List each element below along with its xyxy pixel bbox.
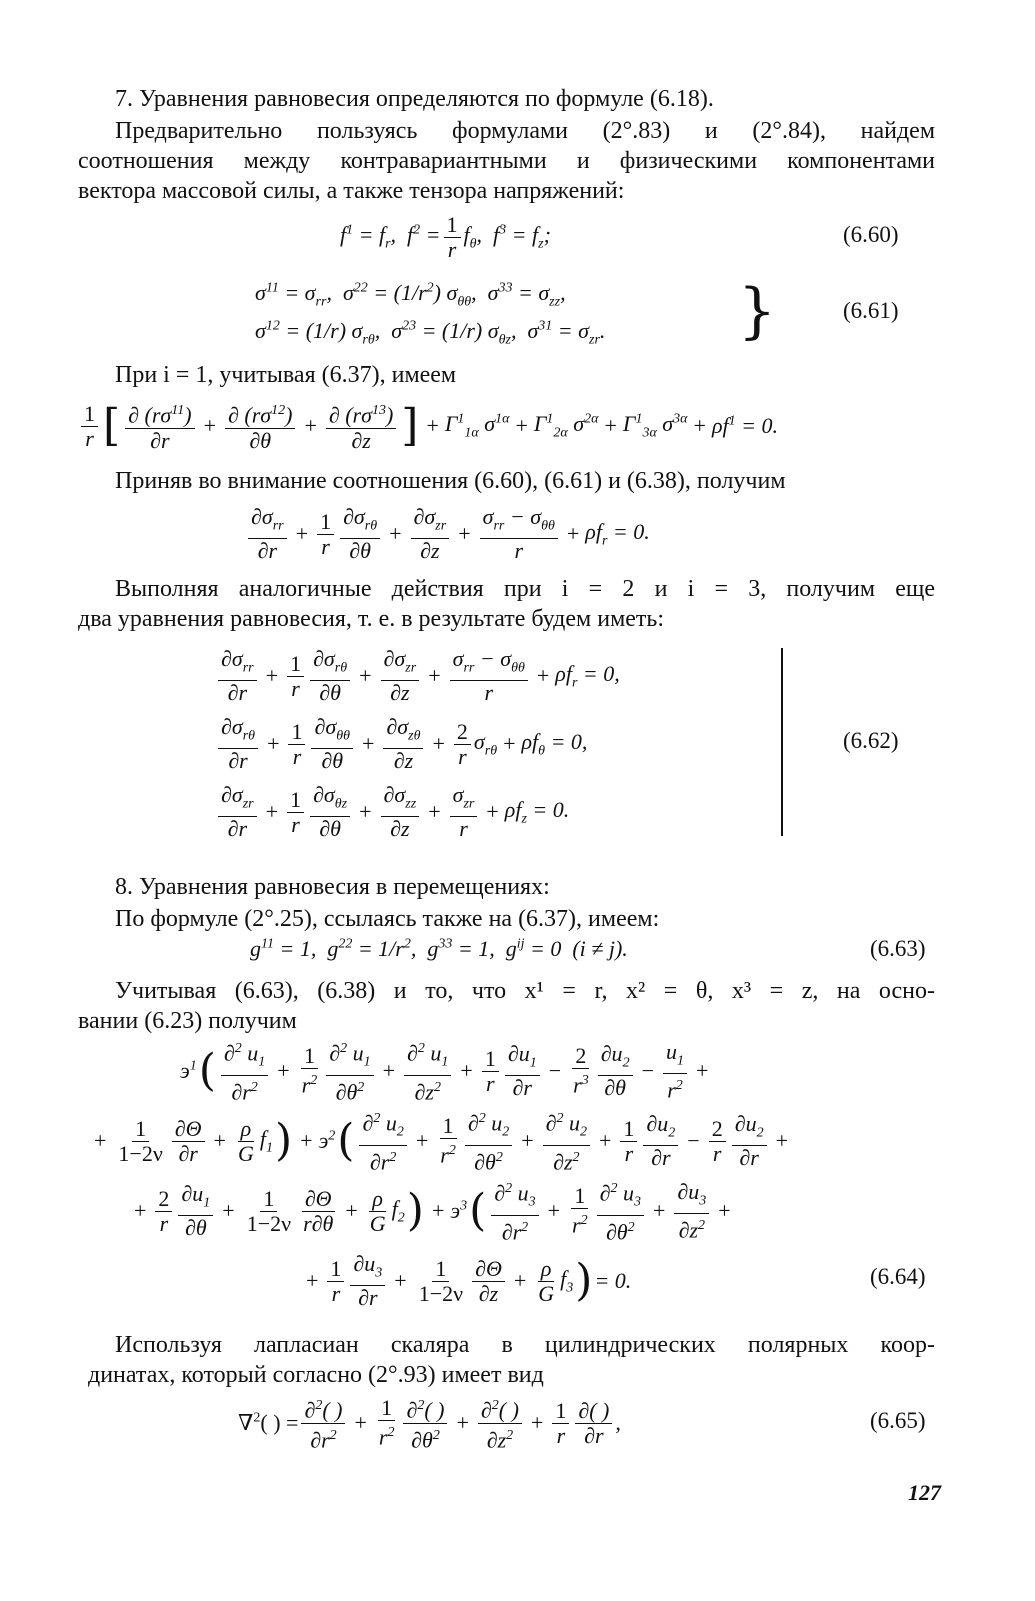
- equation-6-61-line2: $\sigma^{12} = (1/r)$ $\sigma_{r\theta}$, $\sigma^{23} = (1/r)$ $\sigma_{\theta z}$, $\sigma^{31} = \sigma_{zr}$.: [255, 317, 606, 348]
- equation-6-65: ∇$^2$( ) = $\frac{\partial^2( )}{\partial r^2}$ + $\frac{1}{r^2}$ $\frac{\partial^2( )}{\partial\theta^2}$ + $\frac{\partial^2( )}{\partial z^2}$ + $\frac{1}{r}$ $\frac{\partial( )}{\partial r}$ ,: [238, 1395, 621, 1452]
- paragraph-line: соотношения между контравариантными и физическими компонентами: [78, 148, 935, 174]
- equation-6-62-line2: $\frac{\partial\sigma_{r\theta}}{\partial r}$ + $\frac{1}{r}$ $\frac{\partial\sigma_{\theta\theta}}{\partial\theta}$ + $\frac{\partial\sigma_{z\theta}}{\partial z}$ + $\frac{2}{r}$ $\sigma_{r\theta}$ + $\rho f_\theta = 0$,: [215, 714, 587, 774]
- equation-6-61-line1: $\sigma^{11} = \sigma_{rr}$, $\sigma^{22} = (1/r^2)$ $\sigma_{\theta\theta}$, $\sigma^{33} = \sigma_{zz}$,: [255, 279, 566, 310]
- equation-number: (6.64): [870, 1264, 926, 1289]
- paragraph-line: динатах, который согласно (2°.93) имеет вид: [88, 1362, 544, 1388]
- paragraph-line: При i = 1, учитывая (6.37), имеем: [115, 362, 457, 388]
- equation-radial: $\frac{\partial\sigma_{rr}}{\partial r}$ + $\frac{1}{r}$ $\frac{\partial\sigma_{r\theta}}{\partial\theta}$ + $\frac{\partial\sigma_{zr}}{\partial z}$ + $\frac{\sigma_{rr} - \sigma_{\theta\theta}}{r}$ + $\rho f_r = 0$.: [245, 504, 650, 564]
- equation-number: (6.60): [843, 222, 899, 247]
- equation-6-64-line4: + $\frac{1}{r}$ $\frac{\partial u_3}{\partial r}$ + $\frac{1}{1-2\nu}$ $\frac{\partial\Theta}{\partial z}$ + $\frac{\rho}{G}$ $f_3$ ) = 0.: [306, 1250, 632, 1311]
- paragraph-line: Выполняя аналогичные действия при i = 2 и i = 3, получим еще: [115, 576, 935, 602]
- paragraph-line: Приняв во внимание соотношения (6.60), (6.61) и (6.38), получим: [115, 468, 786, 494]
- paragraph-line: вании (6.23) получим: [78, 1008, 297, 1034]
- paragraph-line: Используя лапласиан скаляра в цилиндрических полярных коор-: [115, 1332, 935, 1358]
- equation-number: (6.65): [870, 1408, 926, 1433]
- paragraph-7-heading: 7. Уравнения равновесия определяются по формуле (6.18).: [115, 86, 714, 112]
- paragraph-line: вектора массовой силы, а также тензора напряжений:: [78, 178, 625, 204]
- equation-6-64-line1: $э^1$ ( $\frac{\partial^2 u_1}{\partial r^2}$ + $\frac{1}{r^2}$ $\frac{\partial^2 u_1}{\partial\theta^2}$ + $\frac{\partial^2 u_1}{\partial z^2}$ + $\frac{1}{r}$ $\frac{\partial u_1}{\partial r}$ − $\frac{2}{r^3}$ $\frac{\partial u_2}{\partial\theta}$ − $\frac{u_1}{r^2}$ +: [180, 1038, 709, 1105]
- section-8-heading: 8. Уравнения равновесия в перемещениях:: [115, 874, 550, 900]
- equation-6-60: $f^1 = f_r$, $f^2$ = $\frac{1}{r}$ $f_\theta$, $f^3 = f_z$;: [340, 211, 551, 262]
- system-bar: [781, 648, 783, 836]
- equation-number: (6.62): [843, 728, 899, 753]
- equation-6-62-line3: $\frac{\partial\sigma_{zr}}{\partial r}$ + $\frac{1}{r}$ $\frac{\partial\sigma_{\theta z}}{\partial\theta}$ + $\frac{\partial\sigma_{zz}}{\partial z}$ + $\frac{\sigma_{zr}}{r}$ + $\rho f_z = 0$.: [215, 782, 569, 842]
- equation-6-62-line1: $\frac{\partial\sigma_{rr}}{\partial r}$ + $\frac{1}{r}$ $\frac{\partial\sigma_{r\theta}}{\partial\theta}$ + $\frac{\partial\sigma_{zr}}{\partial z}$ + $\frac{\sigma_{rr} - \sigma_{\theta\theta}}{r}$ + $\rho f_r = 0$,: [215, 646, 620, 706]
- equation-number: (6.63): [870, 936, 926, 961]
- paragraph-line: По формуле (2°.25), ссылаясь также на (6.37), имеем:: [115, 906, 660, 932]
- equation-6-64-line2: + $\frac{1}{1-2\nu}$ $\frac{\partial\Theta}{\partial r}$ + $\frac{\rho}{G}$ $f_1$ ) + $э^2$ ( $\frac{\partial^2 u_2}{\partial r^2}$ + $\frac{1}{r^2}$ $\frac{\partial^2 u_2}{\partial\theta^2}$ + $\frac{\partial^2 u_2}{\partial z^2}$ + $\frac{1}{r}$ $\frac{\partial u_2}{\partial r}$ − $\frac{2}{r}$ $\frac{\partial u_2}{\partial r}$ +: [88, 1110, 794, 1172]
- paragraph-line: два уравнения равновесия, т. е. в результате будем иметь:: [78, 606, 665, 632]
- equation-6-63: $g^{11} = 1$, $g^{22} = 1/r^2$, $g^{33} = 1$, $g^{ij} = 0$ (i ≠ j).: [250, 936, 628, 961]
- equation-6-64-line3: + $\frac{2}{r}$ $\frac{\partial u_1}{\partial\theta}$ + $\frac{1}{1-2\nu}$ $\frac{\partial\Theta}{r\partial\theta}$ + $\frac{\rho}{G}$ $f_2$ ) + $э^3$ ( $\frac{\partial^2 u_3}{\partial r^2}$ + $\frac{1}{r^2}$ $\frac{\partial^2 u_3}{\partial\theta^2}$ + $\frac{\partial u_3}{\partial z^2}$ +: [134, 1178, 731, 1245]
- right-brace: }: [738, 276, 777, 346]
- page-number: 127: [908, 1480, 941, 1505]
- paragraph-line: Учитывая (6.63), (6.38) и то, что x¹ = r, x² = θ, x³ = z, на осно-: [115, 978, 935, 1004]
- paragraph-line: Предварительно пользуясь формулами (2°.83) и (2°.84), найдем: [115, 118, 935, 144]
- equation-number: (6.61): [843, 298, 899, 323]
- equation-i1: $\frac{1}{r}$ [ $\frac{\partial (r\sigma^{11})}{\partial r}$ + $\frac{\partial (r\sigma^{12})}{\partial\theta}$ + $\frac{\partial (r\sigma^{13})}{\partial z}$ ] + $\Gamma^1_{1\alpha}$ $\sigma^{1\alpha}$ + $\Gamma^1_{2\alpha}$ $\sigma^{2\alpha}$ + $\Gamma^1_{3\alpha}$ $\sigma^{3\alpha}$ + $\rho f^1 = 0$.: [78, 396, 778, 456]
